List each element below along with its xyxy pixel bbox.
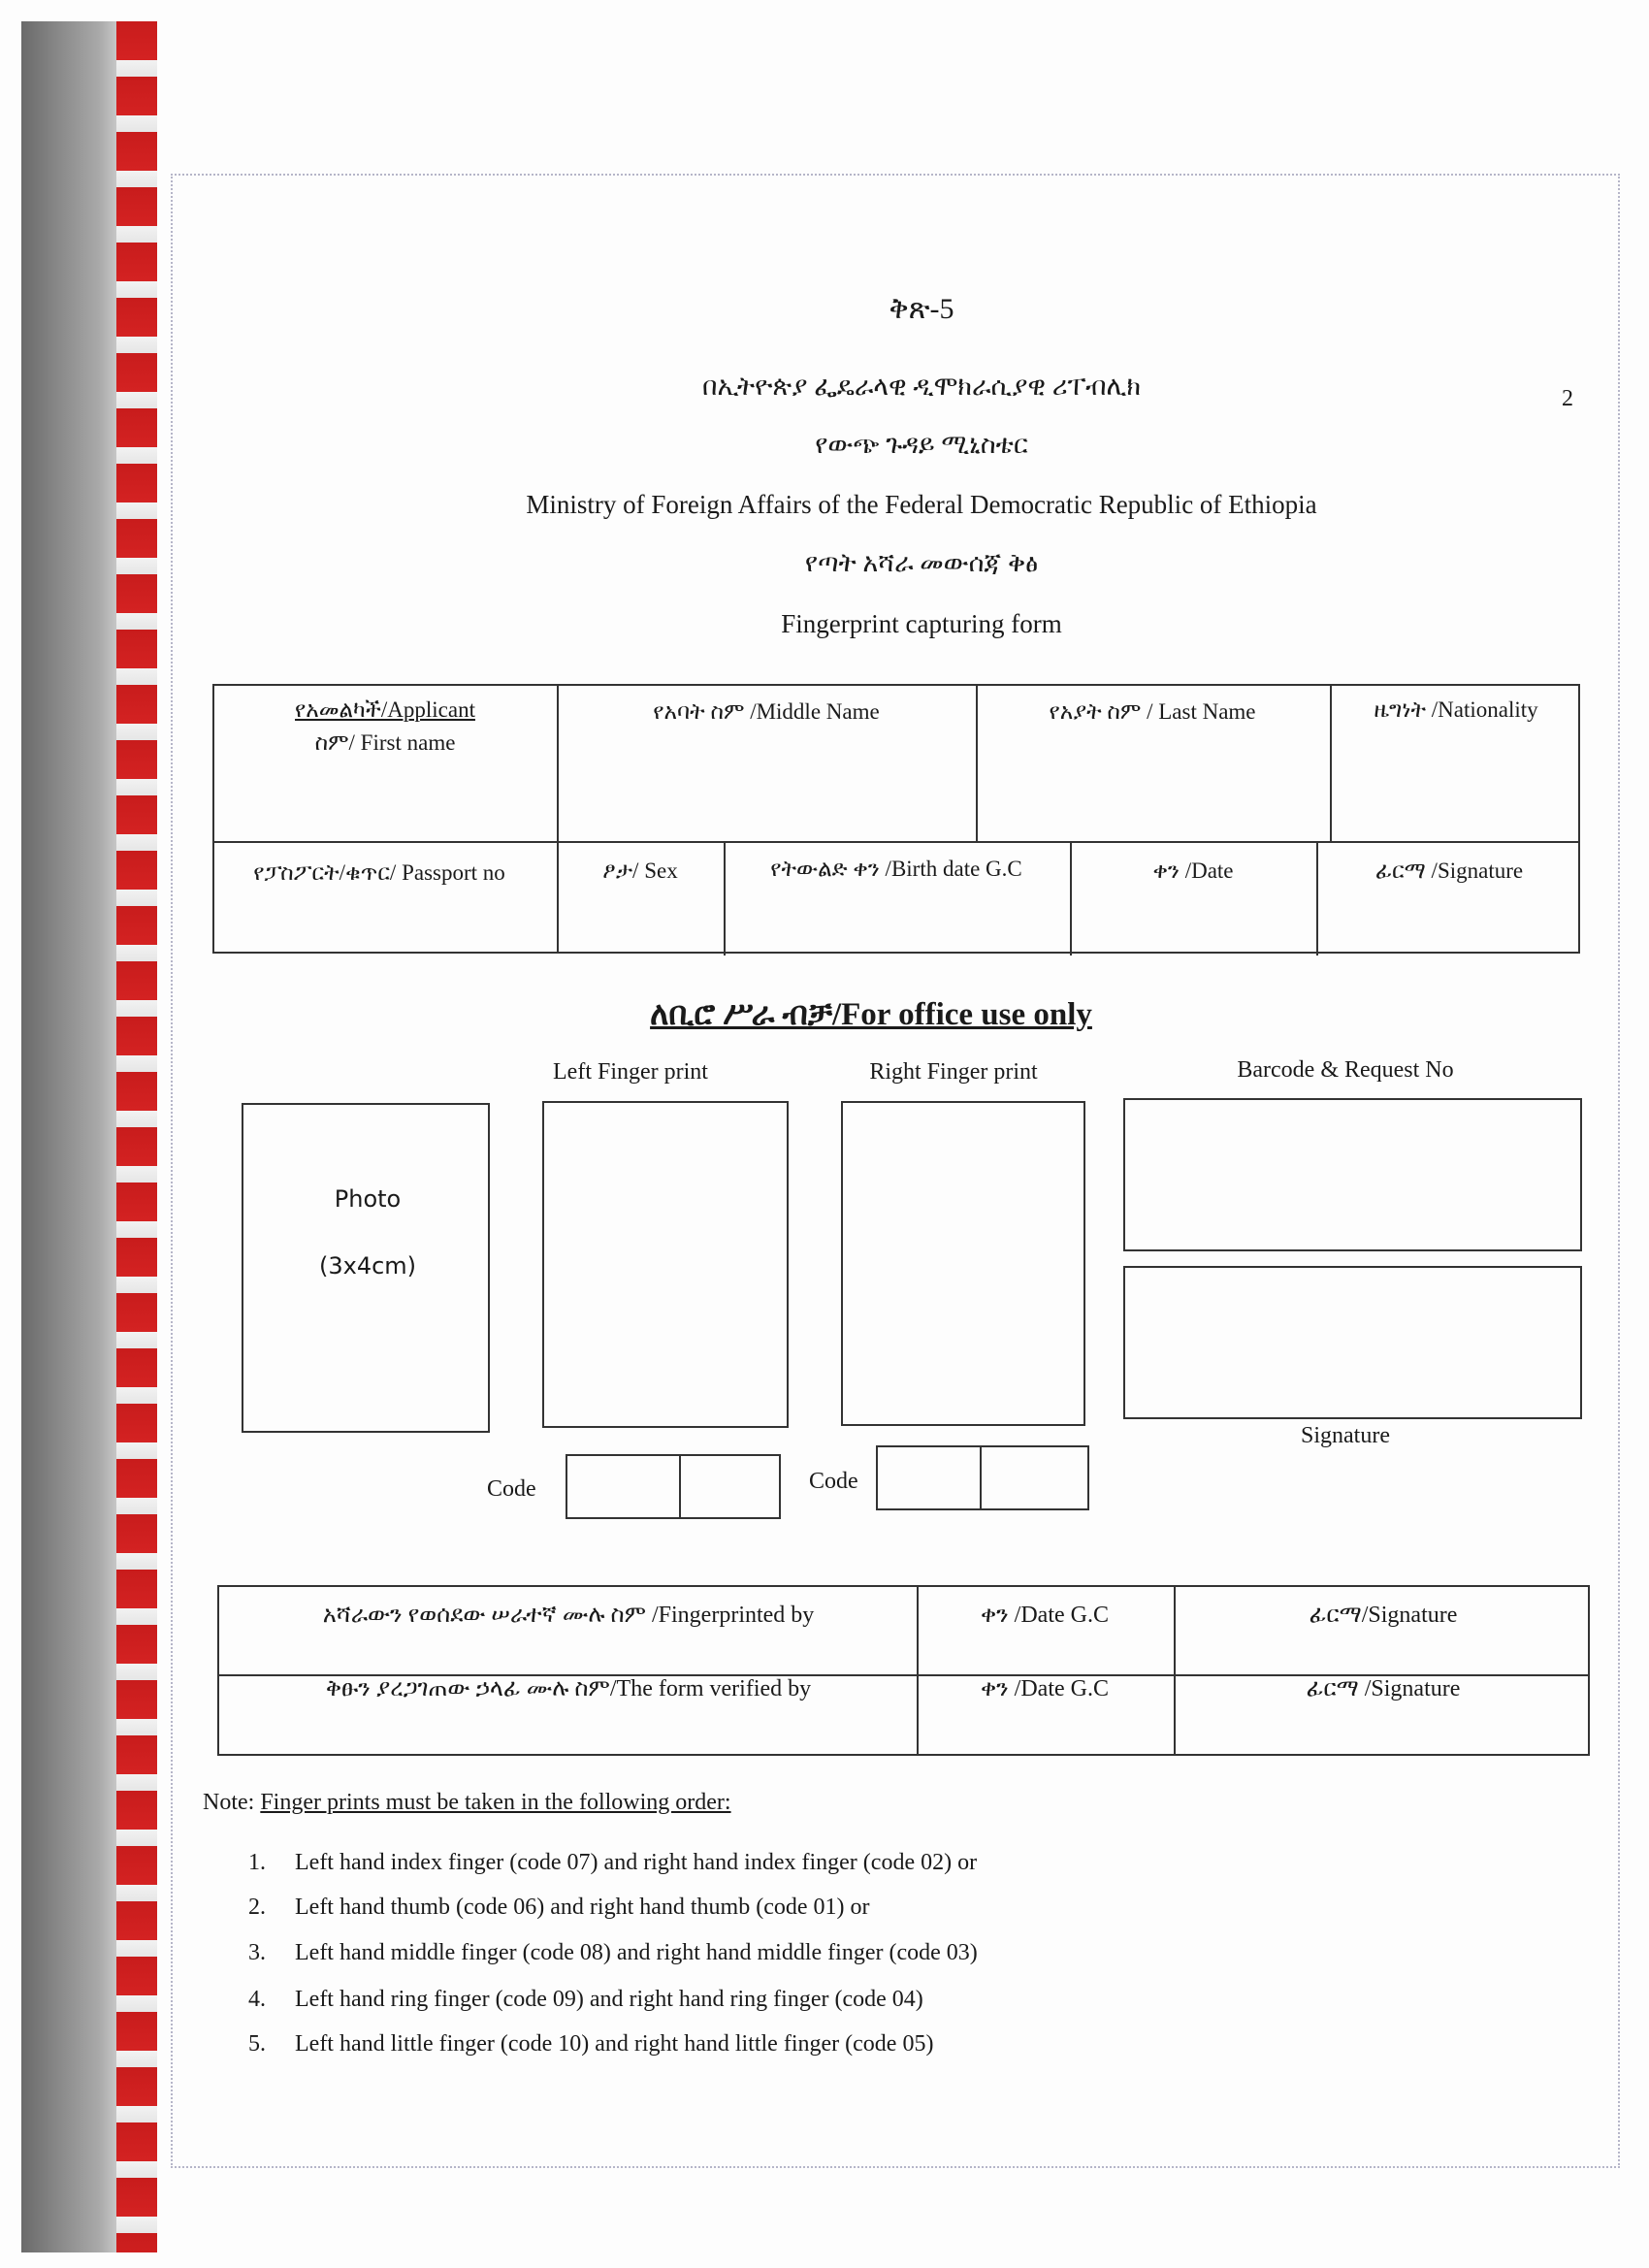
fingerprinted-signature-label: ፊርማ/Signature — [1309, 1603, 1458, 1628]
list-item-number: 4. — [248, 1987, 266, 2012]
office-use-title: ለቢሮ ሥራ ብቻ/For office use only — [650, 997, 1092, 1032]
ministry-english: Ministry of Foreign Affairs of the Federal Democratic Republic of Ethiopia — [526, 490, 1317, 519]
first-name-label-line1: የአመልካች/Applicant — [295, 697, 475, 722]
list-item: Left hand index finger (code 07) and right hand index finger (code 02) or — [295, 1850, 978, 1875]
last-name-label: የአያት ስም / Last Name — [1049, 699, 1256, 724]
verification-table — [217, 1585, 1590, 1756]
nationality-label: ዜግነት /Nationality — [1374, 697, 1538, 722]
list-item: Left hand little finger (code 10) and right hand little finger (code 05) — [295, 2031, 934, 2057]
form-code: ቅጽ-5 — [889, 293, 954, 325]
date-label: ቀን /Date — [1152, 859, 1234, 883]
code-label-left: Code — [487, 1476, 536, 1502]
list-item-number: 5. — [248, 2031, 266, 2057]
binding-coil — [116, 21, 157, 2252]
barcode-box — [1123, 1098, 1582, 1251]
list-item-number: 3. — [248, 1940, 266, 1965]
verified-date-label: ቀን /Date G.C — [981, 1676, 1109, 1701]
right-fingerprint-box — [841, 1101, 1085, 1426]
birth-date-label: የትውልድ ቀን /Birth date G.C — [770, 857, 1022, 881]
right-finger-label: Right Finger print — [869, 1059, 1038, 1085]
signature-label: ፊርማ /Signature — [1374, 859, 1524, 883]
list-item: Left hand ring finger (code 09) and right hand ring finger (code 04) — [295, 1987, 923, 2012]
left-fingerprint-box — [542, 1101, 789, 1428]
verified-by-label: ቅፁን ያረጋገጠው ኃላፊ ሙሉ ስም/The form verified by — [325, 1676, 812, 1701]
page-number: 2 — [1562, 386, 1573, 411]
list-item: Left hand middle finger (code 08) and right hand middle finger (code 03) — [295, 1940, 978, 1965]
form-title-english: Fingerprint capturing form — [781, 609, 1062, 638]
binding-strip — [21, 21, 118, 2252]
verified-signature-label: ፊርማ /Signature — [1306, 1676, 1461, 1701]
photo-size: (3x4cm) — [318, 1252, 417, 1280]
note-prefix: Note: — [203, 1790, 255, 1815]
note-text: Finger prints must be taken in the following order: — [260, 1790, 731, 1815]
barcode-label: Barcode & Request No — [1237, 1057, 1454, 1083]
list-item: Left hand thumb (code 06) and right hand thumb (code 01) or — [295, 1895, 870, 1920]
sex-label: ፆታ/ Sex — [602, 859, 678, 883]
photo-label: Photo — [334, 1185, 402, 1213]
right-code-boxes — [876, 1445, 1089, 1510]
ministry-amharic: የውጭ ጉዳይ ሚኒስቴር — [815, 430, 1028, 459]
left-code-boxes — [566, 1454, 781, 1519]
fingerprinted-by-label: አሻራውን የወሰደው ሠራተኛ ሙሉ ስም /Fingerprinted by — [322, 1603, 815, 1628]
note — [203, 1790, 731, 1816]
signature-box — [1123, 1266, 1582, 1419]
list-item-number: 1. — [248, 1850, 266, 1875]
applicant-table — [212, 684, 1580, 954]
fingerprinted-date-label: ቀን /Date G.C — [981, 1603, 1109, 1628]
republic-amharic: በኢትዮጵያ ፌዴራላዊ ዲሞክራሲያዊ ሪፐብሊክ — [701, 372, 1142, 401]
form-title-amharic: የጣት አሻራ መውሰጃ ቅፅ — [804, 548, 1039, 577]
passport-no-label: የፓስፖርት/ቁጥር/ Passport no — [253, 860, 505, 885]
photo-box — [242, 1103, 490, 1433]
signature-box-label: Signature — [1301, 1423, 1390, 1448]
first-name-label-line2: ስም/ First name — [314, 730, 456, 755]
code-label-right: Code — [809, 1469, 858, 1494]
list-item-number: 2. — [248, 1895, 266, 1920]
middle-name-label: የአባት ስም /Middle Name — [653, 699, 880, 724]
left-finger-label: Left Finger print — [553, 1059, 708, 1085]
